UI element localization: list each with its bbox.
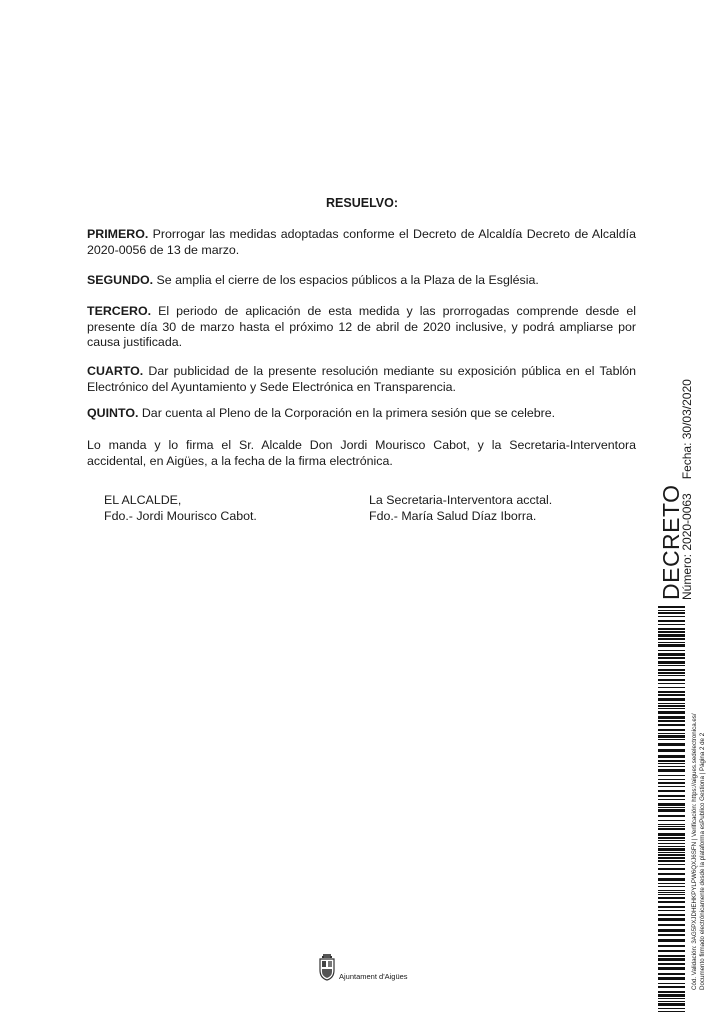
barcode-bar xyxy=(658,610,685,611)
barcode-bar xyxy=(658,679,685,681)
barcode-bar xyxy=(658,735,685,738)
item-label: PRIMERO. xyxy=(87,227,149,241)
barcode-bar xyxy=(658,657,685,659)
barcode-bar xyxy=(658,775,685,776)
item-label: CUARTO. xyxy=(87,364,144,378)
barcode-bar xyxy=(658,631,685,633)
item-text: Prorrogar las medidas adoptadas conforme el Decreto de Alcaldía Decreto de Alcaldía 2020-0056 de 13 de marzo. xyxy=(87,227,636,257)
barcode-bar xyxy=(658,675,685,676)
barcode-bar xyxy=(658,820,685,821)
barcode-bar xyxy=(658,973,685,975)
barcode-bar xyxy=(658,638,685,640)
barcode-bar xyxy=(658,914,685,916)
barcode-bar xyxy=(658,901,685,903)
barcode-bar xyxy=(658,939,685,942)
resolution-item-primero xyxy=(87,227,636,258)
secretary-signature-block xyxy=(369,492,552,524)
barcode-bar xyxy=(658,894,685,895)
mayor-role: EL ALCALDE, xyxy=(104,493,182,507)
barcode-bar xyxy=(658,606,685,608)
barcode-bar xyxy=(658,795,685,797)
barcode-bar xyxy=(658,724,685,726)
barcode-bar xyxy=(658,998,685,999)
barcode-bar xyxy=(658,828,685,830)
barcode-bar xyxy=(658,983,685,984)
barcode-bar xyxy=(658,824,685,825)
item-text: Se amplia el cierre de los espacios públicos a la Plaza de la Església. xyxy=(153,273,539,287)
barcode-bar xyxy=(658,991,685,993)
barcode-bar xyxy=(658,809,685,812)
barcode-bar xyxy=(658,1008,685,1009)
closing-paragraph: Lo manda y lo firma el Sr. Alcalde Don Jordi Mourisco Cabot, y la Secretaria-Interventora accidental, en Aigües, a la fecha de la firma electrónica. xyxy=(87,438,636,468)
barcode-bar xyxy=(658,846,685,847)
barcode-bar xyxy=(658,815,685,817)
barcode-bar xyxy=(658,720,685,722)
barcode-bar xyxy=(658,910,685,911)
barcode-bar xyxy=(658,837,685,839)
resolution-item-segundo xyxy=(87,273,636,289)
barcode-bar xyxy=(658,883,685,884)
barcode-bar xyxy=(658,860,685,862)
barcode-bar xyxy=(658,644,685,647)
decree-date: Fecha: 30/03/2020 xyxy=(680,379,694,480)
barcode-bar xyxy=(658,890,685,891)
barcode-bar xyxy=(658,749,685,752)
barcode-bar xyxy=(658,694,685,696)
barcode-bar xyxy=(658,807,685,808)
barcode-bar xyxy=(658,843,685,844)
barcode-bar xyxy=(658,986,685,988)
barcode-bar xyxy=(658,691,685,693)
barcode-bar xyxy=(658,755,685,758)
barcode-bar xyxy=(658,848,685,851)
barcode-bar xyxy=(658,994,685,997)
barcode-bar xyxy=(658,620,685,622)
barcode-bar xyxy=(658,854,685,856)
barcode-bar xyxy=(658,857,685,859)
barcode-bar xyxy=(658,711,685,714)
barcode-bar xyxy=(658,733,685,734)
barcode-bar xyxy=(658,852,685,853)
barcode-bar xyxy=(658,803,685,806)
barcode-bar xyxy=(658,782,685,784)
barcode-bar xyxy=(658,779,685,780)
item-text: El periodo de aplicación de esta medida y las prorrogadas comprende desde el presente día 30 de marzo hasta el próximo 12 de abril de 2020 inclusive, y podrá ampliarse por causa justificada. xyxy=(87,304,636,350)
barcode-bar xyxy=(658,1003,685,1006)
item-text: Dar publicidad de la presente resolución mediante su exposición pública en el Tablón Electrónico del Ayuntamiento y Sede Electrónica en Transparencia. xyxy=(87,364,636,394)
barcode-bar xyxy=(658,833,685,836)
barcode-bar xyxy=(658,708,685,709)
resolution-heading: RESUELVO: xyxy=(326,196,398,210)
barcode-bar xyxy=(658,873,685,875)
item-label: QUINTO. xyxy=(87,406,139,420)
decree-band-title: DECRETO xyxy=(658,484,684,600)
barcode-bar xyxy=(658,886,685,887)
barcode-bar xyxy=(658,716,685,719)
barcode-bar xyxy=(658,665,685,666)
barcode-bar xyxy=(658,918,685,921)
barcode-bar xyxy=(658,924,685,926)
barcode-bar xyxy=(658,634,685,637)
barcode-bar xyxy=(658,799,685,800)
barcode-bar xyxy=(658,698,685,701)
barcode-bar xyxy=(658,763,685,764)
barcode-bar xyxy=(658,687,685,688)
barcode-bar xyxy=(658,739,685,740)
barcode-bar xyxy=(658,766,685,767)
barcode-bar xyxy=(658,950,685,952)
secretary-name: Fdo.- María Salud Díaz Iborra. xyxy=(369,509,537,523)
barcode-bar xyxy=(658,703,685,704)
barcode-bar xyxy=(658,929,685,932)
resolution-item-cuarto xyxy=(87,364,636,395)
barcode-bar xyxy=(658,878,685,881)
barcode-bar xyxy=(658,1011,685,1012)
barcode-bar xyxy=(658,786,685,787)
barcode-bar xyxy=(658,661,685,664)
barcode-bar xyxy=(658,743,685,746)
mayor-signature-block xyxy=(104,492,257,524)
verification-code: Cód. Validación: 3AG5PXJDHEHKPYLPW6QXJ6SFN | Verificación: https://aigues.sedelectronica.es/ xyxy=(691,713,698,990)
barcode-bar xyxy=(658,616,685,617)
barcode-bar xyxy=(658,977,685,980)
barcode-bar xyxy=(658,628,685,630)
item-label: TERCERO. xyxy=(87,304,152,318)
barcode-bar xyxy=(658,906,685,908)
barcode-bar xyxy=(658,892,685,893)
barcode-bar xyxy=(658,934,685,936)
barcode-icon xyxy=(658,606,685,1016)
item-text: Dar cuenta al Pleno de la Corporación en la primera sesión que se celebre. xyxy=(138,406,556,420)
barcode-bar xyxy=(658,963,685,965)
barcode-bar xyxy=(658,760,685,762)
barcode-bar xyxy=(658,967,685,970)
barcode-bar xyxy=(658,1001,685,1002)
coat-of-arms-icon xyxy=(318,953,336,981)
barcode-bar xyxy=(658,729,685,731)
item-label: SEGUNDO. xyxy=(87,273,154,287)
barcode-bar xyxy=(658,840,685,841)
barcode-bar xyxy=(658,683,685,684)
resolution-item-tercero xyxy=(87,304,636,351)
resolution-item-quinto xyxy=(87,406,636,422)
barcode-bar xyxy=(658,642,685,643)
barcode-bar xyxy=(658,945,685,947)
barcode-bar xyxy=(658,826,685,827)
barcode-bar xyxy=(658,864,685,865)
institution-name: Ajuntament d'Aigües xyxy=(339,972,408,981)
barcode-bar xyxy=(658,868,685,870)
secretary-role: La Secretaria-Interventora acctal. xyxy=(369,493,553,507)
signature-platform-note: Documento firmado electrónicamente desde la plataforma esPublico Gestiona | Página 2 de 2 xyxy=(699,732,706,990)
barcode-bar xyxy=(658,653,685,656)
barcode-bar xyxy=(658,769,685,772)
barcode-bar xyxy=(658,669,685,671)
barcode-bar xyxy=(658,612,685,614)
barcode-bar xyxy=(658,650,685,651)
barcode-bar xyxy=(658,958,685,961)
barcode-bar xyxy=(658,955,685,957)
decree-band-meta xyxy=(680,365,694,600)
barcode-bar xyxy=(658,897,685,899)
barcode-bar xyxy=(658,705,685,707)
verification-text xyxy=(691,713,707,990)
decree-number: Número: 2020-0063 xyxy=(680,493,694,600)
barcode-bar xyxy=(658,624,685,625)
barcode-bar xyxy=(658,672,685,674)
mayor-name: Fdo.- Jordi Mourisco Cabot. xyxy=(104,509,257,523)
barcode-bar xyxy=(658,790,685,792)
